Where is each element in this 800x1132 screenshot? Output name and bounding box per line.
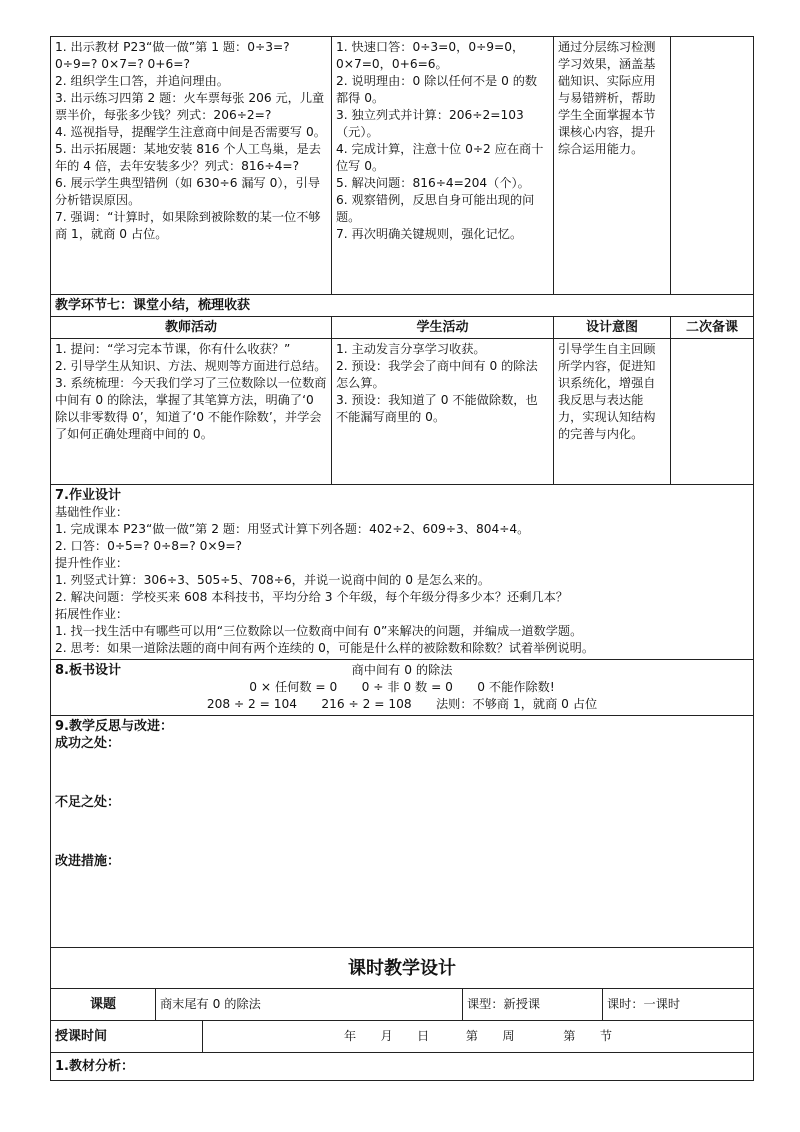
teacher-step: 4. 巡视指导，提醒学生注意商中间是否需要写 0。 (55, 125, 326, 139)
summary-second-prep-cell[interactable] (671, 339, 754, 485)
lesson-time-table (50, 1020, 754, 1081)
summary-row (51, 339, 754, 485)
teacher-step: 1. 出示教材 P23“做一做”第 1 题：0÷3=? 0÷9=? 0×7=? 0+6=? (55, 40, 290, 71)
student-step: 6. 观察错例，反思自身可能出现的问题。 (336, 193, 535, 224)
student-step: 1. 快速口答：0÷3=0，0÷9=0，0×7=0，0+6=6。 (336, 40, 525, 71)
homework-extend-label: 拓展性作业： (55, 607, 129, 621)
practice-teacher-cell (51, 37, 332, 295)
lesson-title: 课时教学设计 (51, 948, 754, 989)
student-step: 7. 再次明确关键规则，强化记忆。 (336, 227, 523, 241)
intent-text: 引导学生自主回顾所学内容，促进知识系统化，增强自我反思与表达能力，实现认知结构的完善与内化。 (558, 342, 656, 441)
teacher-step: 2. 组织学生口答，并追问理由。 (55, 74, 229, 88)
header-teacher: 教师活动 (51, 317, 332, 339)
section7-title-row (51, 295, 754, 317)
board-title: 8.板书设计 (55, 663, 121, 678)
board-line: 208 ÷ 2 = 104 216 ÷ 2 = 108 法则：不够商 1，就商 0 占位 (206, 697, 598, 711)
lesson-info-table (50, 988, 754, 1021)
teacher-step: 3. 出示练习四第 2 题：火车票每张 206 元，儿童票半价，每张多少钱？列式：206÷2=? (55, 91, 325, 122)
summary-student-cell (332, 339, 554, 485)
intent-text: 通过分层练习检测学习效果，涵盖基础知识、实际应用与易错辨析，帮助学生全面掌握本节课核心内容，提升综合运用能力。 (558, 40, 656, 156)
topic-value[interactable]: 商末尾有 0 的除法 (156, 989, 463, 1021)
homework-cell (51, 485, 754, 660)
board-line: 0 × 任何数 = 0 0 ÷ 非 0 数 = 0 0 不能作除数! (249, 680, 555, 694)
teacher-step: 1. 提问：“学习完本节课，你有什么收获？” (55, 342, 291, 356)
time-label: 授课时间 (51, 1021, 203, 1053)
header-intent: 设计意图 (554, 317, 671, 339)
homework-row (51, 485, 754, 660)
homework-item: 1. 列竖式计算：306÷3、505÷5、708÷6，并说一说商中间的 0 是怎么来的。 (55, 573, 491, 587)
lesson-plan-page (50, 36, 753, 1081)
lesson-title-row (51, 948, 754, 989)
teacher-step: 5. 出示拓展题：某地安装 816 个人工鸟巢，是去年的 4 倍，去年安装多少？列式：816÷4=? (55, 142, 321, 173)
reflection-cell (51, 716, 754, 948)
board-cell (51, 660, 754, 716)
teacher-step: 7. 强调：“计算时，如果除到被除数的某一位不够商 1，就商 0 占位。 (55, 210, 321, 241)
header-student: 学生活动 (332, 317, 554, 339)
summary-teacher-cell (51, 339, 332, 485)
analysis-row (51, 1053, 754, 1081)
teacher-step: 3. 系统梳理：今天我们学习了三位数除以一位数商中间有 0 的除法，掌握了其笔算方法，明确了‘0 除以非零数得 0’，知道了‘0 不能作除数’，并学会了如何正确处理商中间的 0。 (55, 376, 327, 441)
section7-title: 教学环节七：课堂小结，梳理收获 (51, 295, 754, 317)
reflection-row (51, 716, 754, 948)
reflection-shortfall-label: 不足之处： (55, 795, 121, 810)
lesson-type[interactable]: 课型：新授课 (463, 989, 603, 1021)
practice-intent-cell (554, 37, 671, 295)
homework-title: 7.作业设计 (55, 488, 121, 503)
practice-second-prep-cell[interactable] (671, 37, 754, 295)
topic-label: 课题 (51, 989, 156, 1021)
analysis-label: 1.教材分析： (51, 1053, 754, 1081)
homework-improve-label: 提升性作业： (55, 556, 129, 570)
student-step: 5. 解决问题：816÷4=204（个）。 (336, 176, 530, 190)
time-value[interactable]: 年 月 日 第 周 第 节 (203, 1021, 754, 1053)
lesson-hours[interactable]: 课时：一课时 (603, 989, 754, 1021)
reflection-improve-label: 改进措施： (55, 854, 121, 869)
homework-basic-label: 基础性作业： (55, 505, 129, 519)
practice-row (51, 37, 754, 295)
homework-item: 2. 思考：如果一道除法题的商中间有两个连续的 0，可能是什么样的被除数和除数？试着举例说明。 (55, 641, 595, 655)
reflection-title: 9.教学反思与改进： (55, 719, 173, 734)
teacher-step: 6. 展示学生典型错例（如 630÷6 漏写 0），引导分析错误原因。 (55, 176, 321, 207)
column-header-row (51, 317, 754, 339)
student-step: 2. 预设：我学会了商中间有 0 的除法怎么算。 (336, 359, 538, 390)
student-step: 3. 独立列式并计算：206÷2=103（元）。 (336, 108, 524, 139)
lesson-table-upper (50, 36, 754, 989)
header-second-prep: 二次备课 (671, 317, 754, 339)
teacher-step: 2. 引导学生从知识、方法、规则等方面进行总结。 (55, 359, 327, 373)
student-step: 2. 说明理由：0 除以任何不是 0 的数都得 0。 (336, 74, 538, 105)
reflection-success-label: 成功之处： (55, 736, 121, 751)
practice-student-cell (332, 37, 554, 295)
homework-item: 1. 找一找生活中有哪些可以用“三位数除以一位数商中间有 0”来解决的问题，并编成一道数学题。 (55, 624, 583, 638)
board-row (51, 660, 754, 716)
topic-row (51, 989, 754, 1021)
board-heading: 商中间有 0 的除法 (351, 663, 453, 677)
summary-intent-cell (554, 339, 671, 485)
student-step: 1. 主动发言分享学习收获。 (336, 342, 486, 356)
homework-item: 2. 口答：0÷5=? 0÷8=? 0×9=? (55, 539, 243, 553)
homework-item: 2. 解决问题：学校买来 608 本科技书，平均分给 3 个年级，每个年级分得多少本？还剩几本？ (55, 590, 568, 604)
student-step: 4. 完成计算，注意十位 0÷2 应在商十位写 0。 (336, 142, 544, 173)
time-row (51, 1021, 754, 1053)
student-step: 3. 预设：我知道了 0 不能做除数，也不能漏写商里的 0。 (336, 393, 538, 424)
homework-item: 1. 完成课本 P23“做一做”第 2 题：用竖式计算下列各题：402÷2、609÷3、804÷4。 (55, 522, 530, 536)
